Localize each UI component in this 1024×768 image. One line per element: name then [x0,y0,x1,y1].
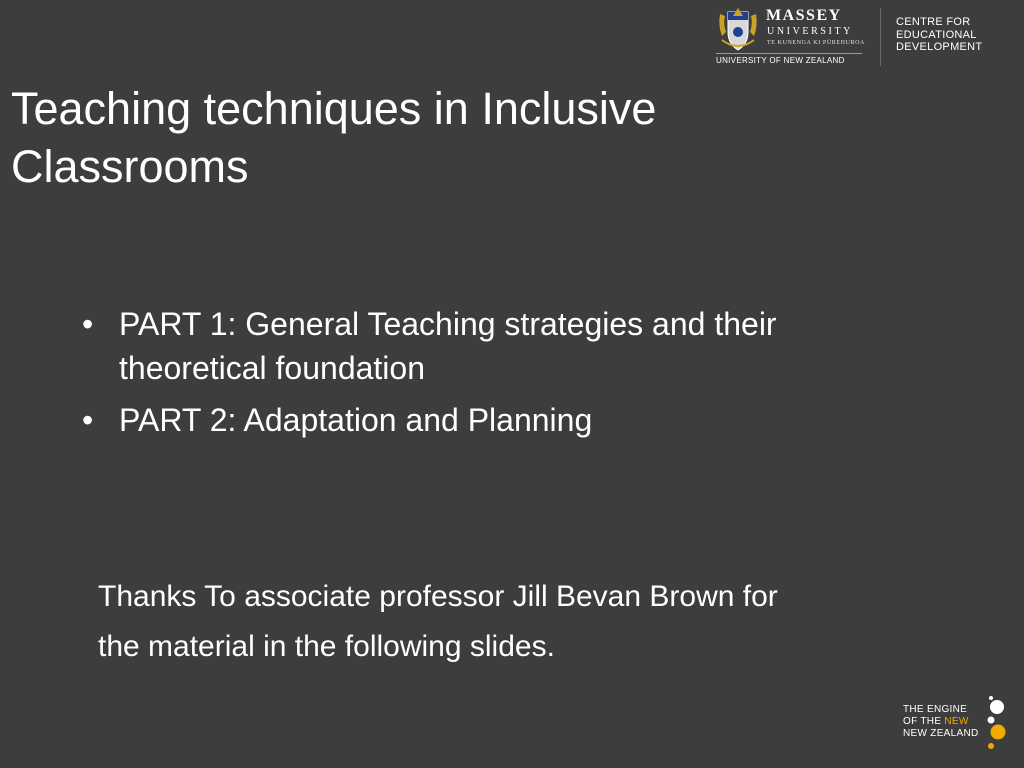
bullet-icon: • [82,306,94,342]
massey-crest-icon [716,6,760,54]
title-line: Teaching techniques in Inclusive [11,83,657,134]
slide-title [11,80,771,196]
bullet-icon: • [82,402,94,438]
acknowledgement-line: Thanks To associate professor Jill Bevan Brown for [98,580,778,613]
bullet-item [82,302,912,390]
maori-name: TE KUNENGA KI PŪREHUROA [767,40,865,46]
centre-line: EDUCATIONAL [896,28,977,41]
centre-name [896,16,982,54]
logo-divider [716,53,862,54]
centre-line: DEVELOPMENT [896,41,983,53]
centre-line: CENTRE FOR [896,16,971,28]
tagline-line: NEW ZEALAND [903,728,979,739]
bullet-list [82,302,912,450]
bullet-text: PART 2: Adaptation and Planning [119,402,593,438]
tagline-highlight: NEW [944,716,969,727]
title-line: Classrooms [11,141,249,192]
bullet-item [82,398,912,442]
acknowledgement-line: the material in the following slides. [98,630,555,663]
tagline-line: THE ENGINE [903,704,968,715]
tagline-line [903,716,979,728]
university-word: UNIVERSITY [767,26,853,37]
country-line: UNIVERSITY OF NEW ZEALAND [716,56,845,65]
header-logos [714,6,1014,70]
tagline-prefix: OF THE [903,716,945,727]
university-name: MASSEY [766,7,842,24]
tagline [903,704,979,740]
acknowledgement [98,572,918,672]
header-separator [880,8,881,66]
engine-dots-icon [982,694,1012,754]
bullet-text: PART 1: General Teaching strategies and their theoretical foundation [119,306,777,386]
